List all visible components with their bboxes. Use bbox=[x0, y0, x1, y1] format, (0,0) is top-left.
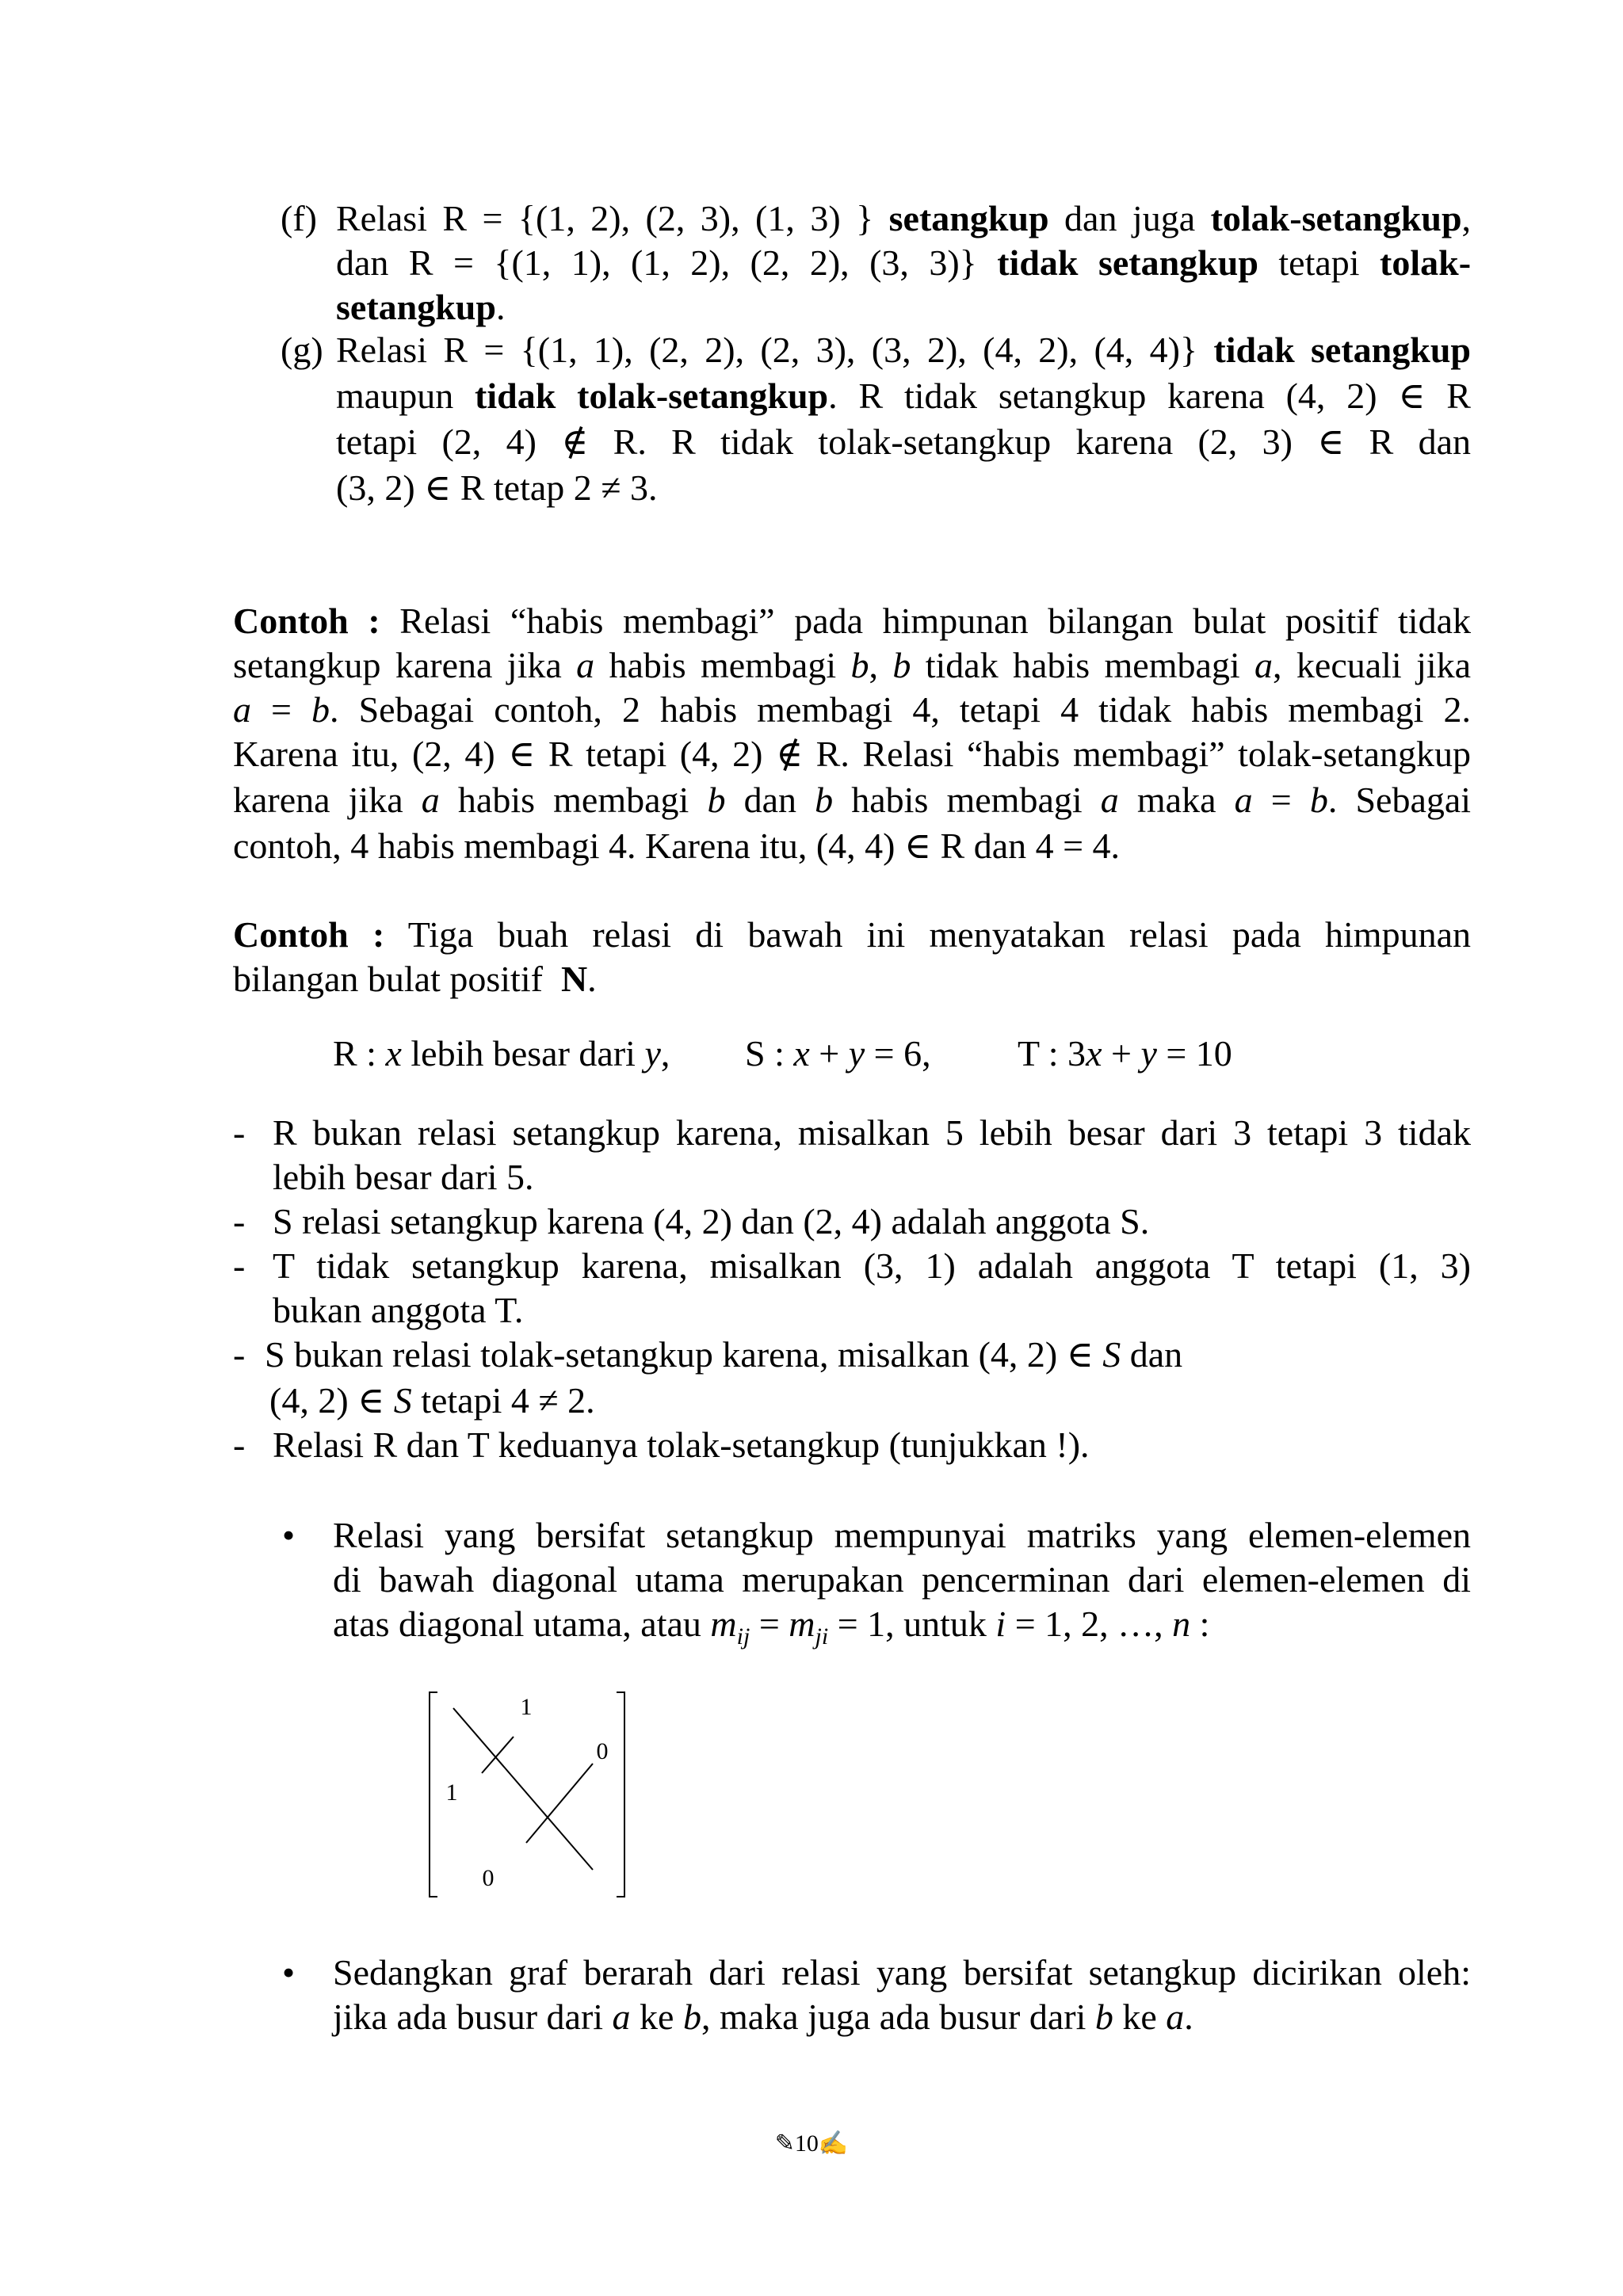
contoh1-line-6: contoh, 4 habis membagi 4. Karena itu, (4, 4) ∈ R dan 4 = 4. bbox=[233, 826, 1121, 866]
dash-1: - bbox=[233, 1112, 246, 1153]
contoh1-line-4: Karena itu, (2, 4) ∈ R tetapi (4, 2) ∉ R. Relasi “habis membagi” tolak-setangkup bbox=[233, 734, 1471, 774]
dash-1-line-1: R bukan relasi setangkup karena, misalkan 5 lebih besar dari 3 tetapi 3 tidak bbox=[273, 1112, 1471, 1153]
matrix-anti-diagonal-upper bbox=[482, 1737, 514, 1773]
contoh2-line-2: bilangan bulat positif N. bbox=[233, 959, 597, 999]
page-number: 10 bbox=[794, 2130, 819, 2157]
matrix-label-right: 0 bbox=[596, 1738, 609, 1764]
dash-3: - bbox=[233, 1245, 246, 1286]
matrix-label-top: 1 bbox=[520, 1694, 533, 1720]
contoh2-line-1: Contoh : Tiga buah relasi di bawah ini menyatakan relasi pada himpunan bbox=[233, 914, 1472, 955]
footer-right-hand-icon: ✍ bbox=[818, 2130, 849, 2157]
bullet-1-line-1: Relasi yang bersifat setangkup mempunyai matriks yang elemen-elemen bbox=[333, 1515, 1471, 1555]
item-g-line-3: tetapi (2, 4) ∉ R. R tidak tolak-setangkup karena (2, 3) ∈ R dan bbox=[336, 421, 1471, 462]
item-g-label: (g) bbox=[281, 330, 323, 370]
bullet-1-icon: • bbox=[282, 1515, 296, 1555]
dash-2: - bbox=[233, 1201, 246, 1241]
contoh1-line-5: karena jika a habis membagi b dan b habis membagi a maka a = b. Sebagai bbox=[233, 780, 1472, 820]
contoh1-line-1: Contoh : Relasi “habis membagi” pada himpunan bilangan bulat positif tidak bbox=[233, 601, 1471, 641]
dash-2-line: S relasi setangkup karena (4, 2) dan (2, 4) adalah anggota S. bbox=[273, 1201, 1150, 1241]
bullet-1-line-3: atas diagonal utama, atau $m_{ij} = m_{ji} = 1$, untuk i = 1, 2, …, n : bbox=[333, 1604, 1210, 1650]
bullet-2-line-1: Sedangkan graf berarah dari relasi yang bersifat setangkup dicirikan oleh: bbox=[333, 1952, 1471, 1993]
bullet-2-icon: • bbox=[282, 1952, 296, 1993]
item-g-line-4: (3, 2) ∈ R tetap 2 ≠ 3. bbox=[336, 467, 658, 508]
matrix-label-left: 1 bbox=[445, 1779, 458, 1806]
item-f-line-1: Relasi R = {(1, 2), (2, 3), (1, 3) } setangkup dan juga tolak-setangkup, bbox=[336, 198, 1472, 238]
item-f-line-3: setangkup. bbox=[336, 287, 506, 327]
dash-4-line-2: (4, 2) ∈ S tetapi 4 ≠ 2. bbox=[269, 1380, 595, 1421]
contoh1-line-3: a = b. Sebagai contoh, 2 habis membagi 4, tetapi 4 tidak habis membagi 2. bbox=[233, 689, 1471, 730]
symmetric-matrix-figure bbox=[428, 1688, 634, 1901]
item-f-line-2: dan R = {(1, 1), (1, 2), (2, 2), (3, 3)} tidak setangkup tetapi tolak- bbox=[336, 242, 1472, 283]
dash-3-line-1: T tidak setangkup karena, misalkan (3, 1) adalah anggota T tetapi (1, 3) bbox=[273, 1245, 1471, 1286]
contoh1-line-2: setangkup karena jika a habis membagi b, b tidak habis membagi a, kecuali jika bbox=[233, 645, 1472, 685]
dash-5-line: Relasi R dan T keduanya tolak-setangkup (tunjukkan !). bbox=[273, 1425, 1090, 1465]
bullet-1-line-2: di bawah diagonal utama merupakan pencerminan dari elemen-elemen di bbox=[333, 1559, 1471, 1600]
matrix-right-bracket bbox=[617, 1692, 624, 1897]
matrix-diagram bbox=[428, 1688, 634, 1901]
dash-1-line-2: lebih besar dari 5. bbox=[273, 1157, 534, 1197]
item-g-line-1: Relasi R = {(1, 1), (2, 2), (2, 3), (3, 2), (4, 2), (4, 4)} tidak setangkup bbox=[336, 330, 1471, 370]
matrix-left-bracket bbox=[430, 1692, 437, 1897]
page-footer bbox=[0, 2128, 1623, 2160]
item-f-label: (f) bbox=[281, 198, 317, 238]
bullet-2-line-2: jika ada busur dari a ke b, maka juga ada busur dari b ke a. bbox=[333, 1997, 1193, 2037]
footer-left-hand-icon: ✎ bbox=[774, 2130, 795, 2157]
relation-t: T : 3x + y = 10 bbox=[1018, 1033, 1232, 1074]
relation-s: S : x + y = 6, bbox=[745, 1033, 931, 1074]
matrix-label-bottom: 0 bbox=[482, 1865, 495, 1891]
relation-r: R : x lebih besar dari y, bbox=[333, 1033, 670, 1074]
item-g-line-2: maupun tidak tolak-setangkup. R tidak setangkup karena (4, 2) ∈ R bbox=[336, 376, 1471, 416]
dash-5: - bbox=[233, 1425, 246, 1465]
dash-3-line-2: bukan anggota T. bbox=[273, 1290, 524, 1330]
dash-4: - bbox=[233, 1334, 246, 1375]
dash-4-line-1: S bukan relasi tolak-setangkup karena, misalkan (4, 2) ∈ S dan bbox=[265, 1334, 1183, 1375]
